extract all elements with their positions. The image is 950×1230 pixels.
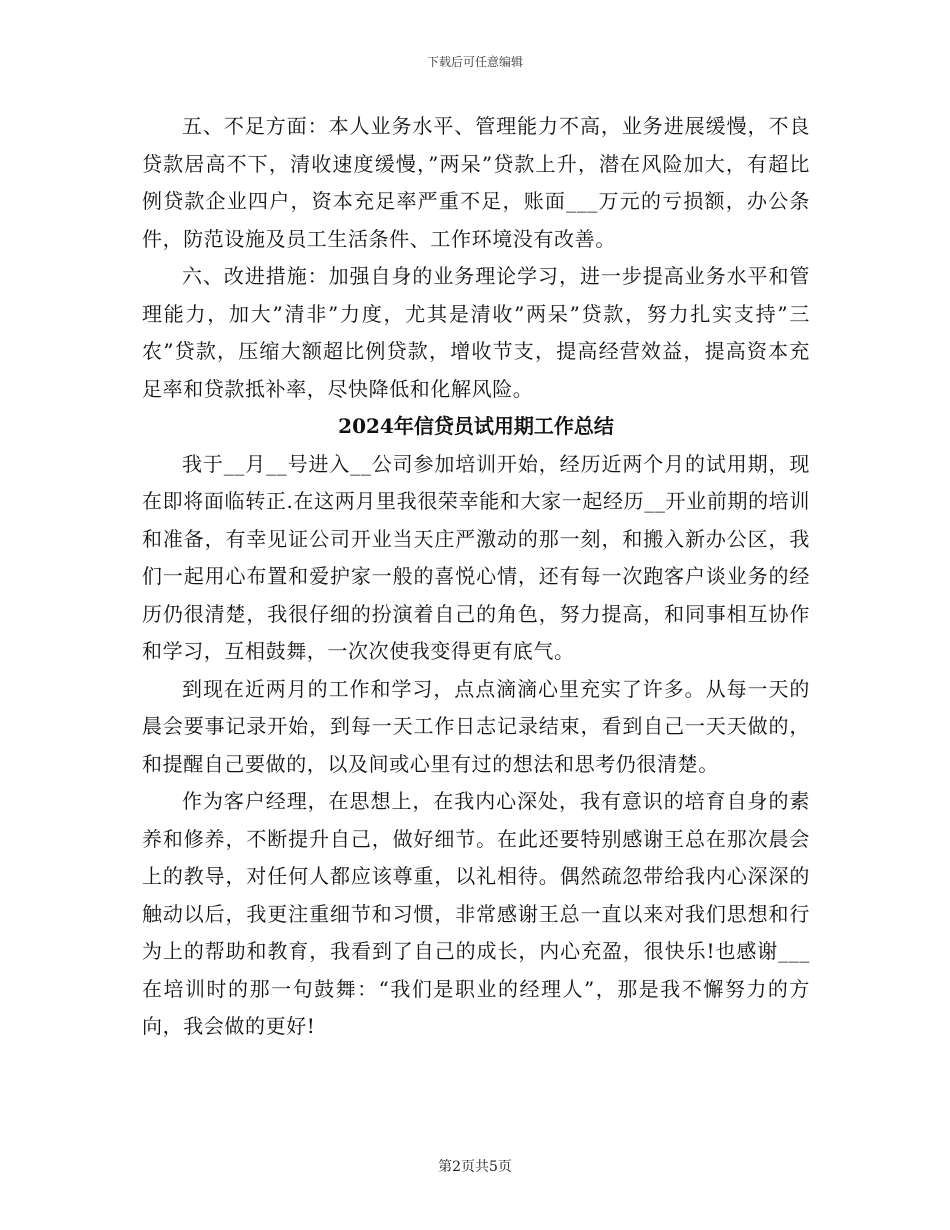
paragraph-daily-work: 到现在近两月的工作和学习，点点滴滴心里充实了许多。从每一天的晨会要事记录开始，到每一天工作日志记录结束，看到自己一天天做的，和提醒自己要做的，以及间或心里有过的想法和思考仍很清楚。 (142, 676, 810, 776)
paragraph-intro: 我于__月__号进入__公司参加培训开始，经历近两个月的试用期，现在即将面临转正.在这两月里我很荣幸能和大家一起经历__开业前期的培训和准备，有幸见证公司开业当天庄严激动的那一刻，和搬入新办公区，我们一起用心布置和爱护家一般的喜悦心情，还有每一次跑客户谈业务的经历仍很清楚，我很仔细的扮演着自己的角色，努力提高，和同事相互协作和学习，互相鼓舞，一次次使我变得更有底气。 (142, 451, 810, 663)
page-header: 下载后可任意编辑 (426, 55, 523, 69)
paragraph-deficiencies: 五、不足方面：本人业务水平、管理能力不高，业务进展缓慢，不良贷款居高不下，清收速度缓慢，”两呆”贷款上升，潜在风险加大，有超比例贷款企业四户，资本充足率严重不足，账面___万元的亏损额，办公条件，防范设施及员工生活条件、工作环境没有改善。 (142, 114, 810, 251)
paragraph-improvements: 六、改进措施：加强自身的业务理论学习，进一步提高业务水平和管理能力，加大”清非”力度，尤其是清收”两呆”贷款，努力扎实支持”三农”贷款，压缩大额超比例贷款，增收节支，提高经营效益，提高资本充足率和贷款抵补率，尽快降低和化解风险。 (142, 264, 810, 401)
article-title: 2024年信贷员试用期工作总结 (338, 414, 614, 438)
document-body (142, 108, 810, 1046)
page-number: 第2页共5页 (438, 1159, 512, 1175)
paragraph-self-improvement: 作为客户经理，在思想上，在我内心深处，我有意识的培育自身的素养和修养，不断提升自己，做好细节。在此还要特别感谢王总在那次晨会上的教导，对任何人都应该尊重，以礼相待。偶然疏忽带给我内心深深的触动以后，我更注重细节和习惯，非常感谢王总一直以来对我们思想和行为上的帮助和教育，我看到了自己的成长，内心充盈，很快乐!也感谢___在培训时的那一句鼓舞：“我们是职业的经理人”，那是我不懈努力的方向，我会做的更好! (142, 789, 810, 1038)
